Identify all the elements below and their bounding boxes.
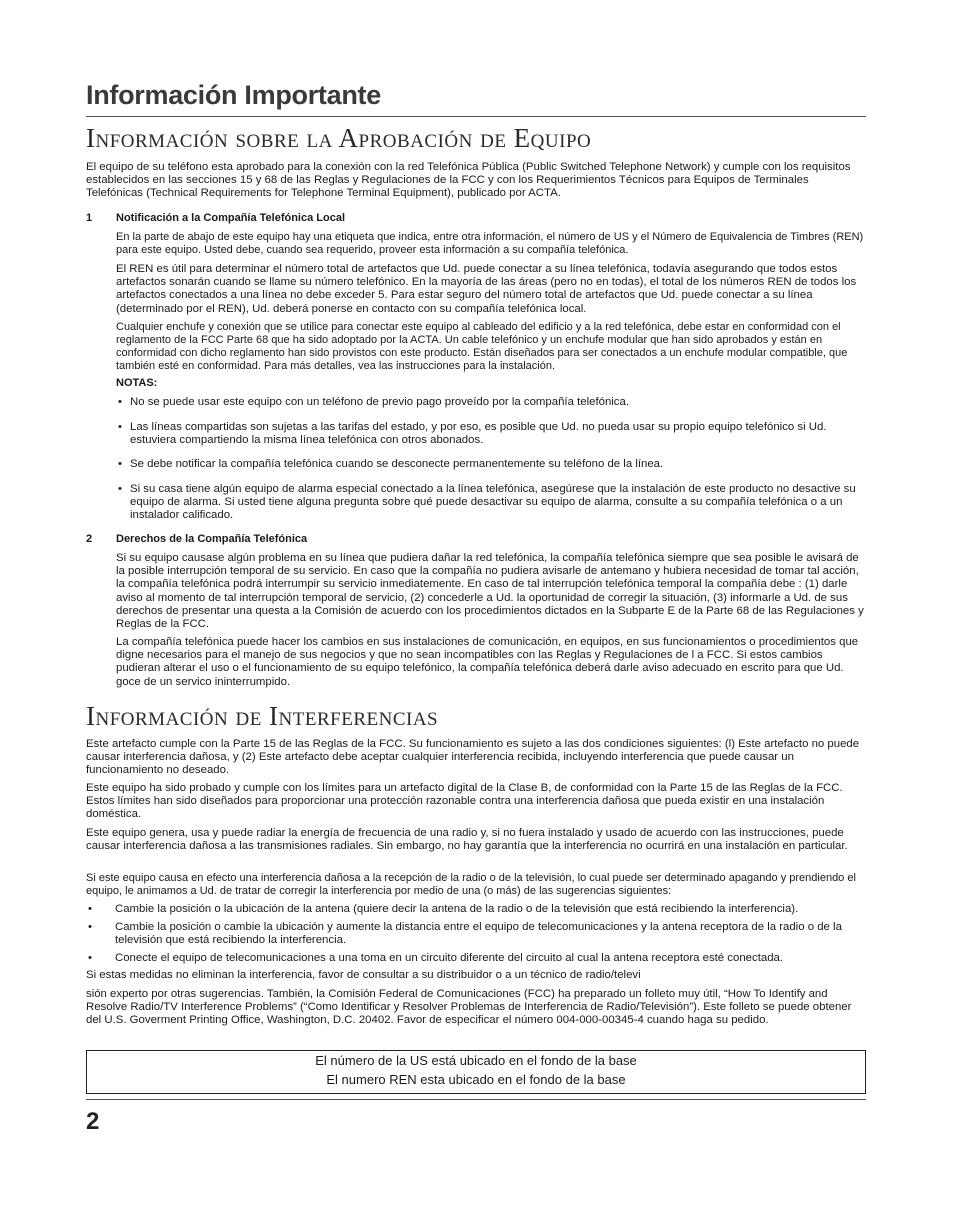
interference-paragraph-2: Este equipo ha sido probado y cumple con los límites para un artefacto digital de la Clase B, de conformidad con la Parte 15 de las Reglas de la FCC. Estos límites han sido diseñados para proporcionar una protección razonable contra una interferencia dañosa que pueda existir en una instalación doméstica. [86,782,843,821]
item-2-number: 2 [86,533,93,545]
bullet-dot: • [88,952,92,964]
interference-paragraph-4: Si este equipo causa en efecto una interferencia dañosa a la recepción de la radio o de la televisión, lo cual puede ser determinado apagando y prendiendo el equipo, le animamos a Ud. de tratar de corregir la interferencia por medio de una (o más) de las sugerencias siguientes: [86,872,856,897]
us-ren-notice-box [86,1050,866,1094]
note-item [118,421,868,447]
suggestion-item [86,903,868,916]
closing-paragraph-1: Si estas medidas no eliminan la interferencia, favor de consultar a su distribuidor o a un técnico de radio/televi [86,969,641,981]
bullet-dot: • [118,421,122,433]
note-text: Las líneas compartidas son sujetas a las tarifas del estado, y por eso, es posible que Ud. no pueda usar su propio equipo telefónico si Ud. estuviera compartiendo la misma línea telefónica con otros abonados. [130,421,827,447]
bullet-dot: • [88,903,92,915]
us-number-notice: El número de la US está ubicado en el fondo de la base [315,1053,637,1068]
intro-paragraph: El equipo de su teléfono esta aprobado para la conexión con la red Telefónica Pública (Public Switched Telephone Network) y cumple con los requisitos establecidos en las secciones 15 y 68 de las Reglas y Regulaciones de la FCC y con los Requerimientos Técnicos para Equipos de Terminales Telefónicas (Technical Requirements for Telephone Terminal Equipment), publicado por ACTA. [86,161,851,200]
note-item [118,458,868,471]
page-title: Información Importante [86,80,381,110]
item-2-paragraph-1: Si su equipo causase algún problema en su línea que pudiera dañar la red telefónica, la compañía telefónica siempre que sea posible le avisará de la posible interrupción temporal de su servicio. En caso que la compañía no pudiera avisarle de antemano y hubiera necesidad de tomar tal acción, la compañía telefónica podrá interrumpir su servicio inmediatemente. En caso de tal interrupción telefónica temporal la compañía debe : (1) darle aviso al momento de tal interrupción temporal de servicio, (2) concederle a Ud. la oportunidad de corregir la situación, (3) informarle a Ud. de sus derechos de presentar una questa a la Comisión de acuerdo con los procedimientos dictados en la Subparte E de la Parte 68 de las Regulaciones y Reglas de la FCC. [116,552,864,631]
header-rule [86,116,866,117]
suggestion-text: Cambie la posición o la ubicación de la antena (quiere decir la antena de la radio o de la televisión que está recibiendo la interferencia). [115,903,799,915]
section-title-equipment-approval: Información sobre la Aprobación de Equipo [86,123,592,153]
note-text: Se debe notificar la compañía telefónica cuando se desconecte permanentemente su teléfono de la línea. [130,458,664,470]
bullet-dot: • [118,458,122,470]
item-2-title: Derechos de la Compañía Telefónica [116,533,308,545]
suggestion-item [86,921,868,947]
suggestion-text: Conecte el equipo de telecomunicaciones a una toma en un circuito diferente del circuito al cual la antena receptora esté conectada. [115,952,784,964]
item-1-title: Notificación a la Compañía Telefónica Local [116,212,346,224]
interference-paragraph-1: Este artefacto cumple con la Parte 15 de las Reglas de la FCC. Su funcionamiento es sujeto a las dos condiciones siguientes: (l) Este artefacto no puede causar interferencia dañosa, y (2) Este artefacto debe aceptar cualquier interferencia recibida, incluyendo interferencia que puede causar un funcionamiento no deseado. [86,738,860,777]
suggestion-text: Cambie la posición o cambie la ubicación y aumente la distancia entre el equipo de telecomunicaciones y la antena receptora de la radio o de la televisión que está recibiendo la interferencia. [115,921,842,947]
notes-label: NOTAS: [116,377,158,389]
note-text: No se puede usar este equipo con un teléfono de previo pago proveído por la compañía telefónica. [130,396,630,408]
section-title-interference: Información de Interferencias [86,701,439,731]
item-1-number: 1 [86,212,93,224]
note-item [118,483,868,523]
item-1-paragraph-2: El REN es útil para determinar el número total de artefactos que Ud. puede conectar a su línea telefónica, todavía asegurando que todos estos artefactos sonarán cuando se llame su número telefónico. En la mayoría de las áreas (pero no en todas), el total de los números REN de todos los artefactos conectados a una línea no debe exceder 5. Para estar seguro del número total de artefactos que Ud. puede conectar a su línea (determinado por el REN), Ud. deberá ponerse en contacto con su compañía telefónica local. [116,263,857,315]
item-2-heading [86,533,307,545]
item-2-paragraph-2: La compañía telefónica puede hacer los cambios en sus instalaciones de comunicación, en equipos, en sus funcionamientos o procedimientos que digne necesarios para el manejo de sus negocios y que no sean incompatibles con las Reglas y Regulaciones de l a FCC. Si estos cambios pudieran alterar el uso o el funcionamiento de su equipo telefónico, la compañía telefónica deberá darle aviso adecuado en escrito para que Ud. goce de un servico ininterrumpido. [116,636,859,688]
bullet-dot: • [118,483,122,495]
suggestion-item [86,952,868,965]
closing-paragraph-2: sión experto por otras sugerencias. También, la Comisión Federal de Comunicaciones (FCC) ha preparado un folleto muy útil, “How To Identify and Resolve Radio/TV Interference Problems” (“Como Identificar y Resolver Problemas de Interferencia de Radio/Televisión”). Este folleto se puede obtener del U.S. Goverment Printing Office, Washington, D.C. 20402. Favor de especificar el número 004-000-00345-4 cuando haga su pedido. [86,988,852,1027]
item-1-paragraph-3: Cualquier enchufe y conexión que se utilice para conectar este equipo al cableado del edificio y a la red telefónica, debe estar en conformidad con el reglamento de la FCC Parte 68 que ha sido adoptado por la ACTA. Un cable telefónico y un enchufe modular que han sido aprobados y están en conformidad con dicho reglamento han sido provistos con este producto. Están diseñados para ser conectados a un enchufe modular compatible, que también esté en conformidad. Para más detalles, vea las instrucciones para la instalación. [116,321,848,372]
bullet-dot: • [88,921,92,933]
note-item [118,396,868,409]
ren-number-notice: El numero REN esta ubicado en el fondo de la base [326,1072,626,1087]
bullet-dot: • [118,396,122,408]
footer-rule [86,1099,866,1100]
item-1-paragraph-1: En la parte de abajo de este equipo hay una etiqueta que indica, entre otra información, el número de US y el Número de Equivalencia de Timbres (REN) para este equipo. Usted debe, cuando sea requerido, proveer esta información a su compañía telefónica. [116,231,864,256]
note-text: Si su casa tiene algún equipo de alarma especial conectado a la línea telefónica, asegúrese que la instalación de este producto no desactive su equipo de alarma. Si usted tiene alguna pregunta sobre qué puede desactivar su equipo de alarma, consulte a su compañía telefónica o a un instalador calificado. [130,483,856,522]
interference-paragraph-3: Este equipo genera, usa y puede radiar la energía de frecuencia de una radio y, si no fuera instalado y usado de acuerdo con las instrucciones, puede causar interferencia dañosa a las transmisiones radiales. Sin embargo, no hay garantía que la interferencia no ocurrirá en una instalación en particular. [86,827,848,853]
item-1-heading [86,212,345,224]
page-number: 2 [86,1108,100,1135]
